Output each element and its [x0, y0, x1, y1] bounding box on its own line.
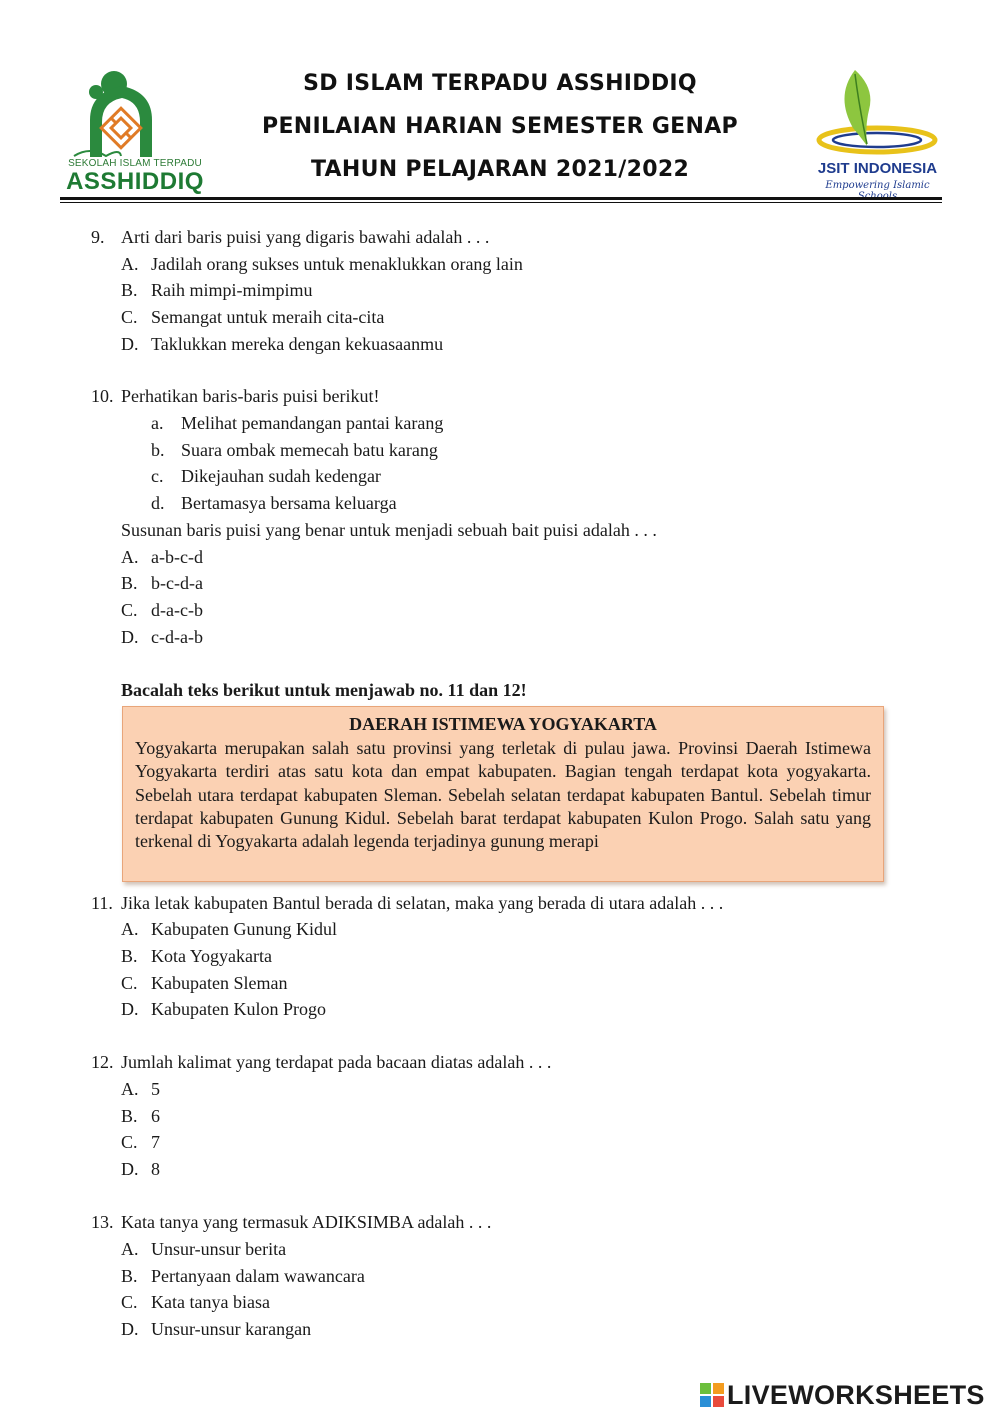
school-logo-name: ASSHIDDIQ — [66, 168, 204, 195]
option-text: Jadilah orang sukses untuk menaklukkan orang lain — [151, 254, 523, 274]
question-number: 12. — [91, 1052, 114, 1072]
option-letter: C. — [121, 600, 138, 620]
option-letter: D. — [121, 627, 139, 647]
question-prompt-text: Susunan baris puisi yang benar untuk menjadi sebuah bait puisi adalah . . . — [121, 520, 657, 540]
option-letter: B. — [121, 1266, 138, 1286]
option-letter: D. — [121, 1159, 139, 1179]
stanza-text: Suara ombak memecah batu karang — [181, 440, 438, 460]
option-letter: A. — [121, 1239, 139, 1259]
question-text: Jika letak kabupaten Bantul berada di selatan, maka yang berada di utara adalah . . . — [121, 893, 724, 913]
option-text: Semangat untuk meraih cita-cita — [151, 307, 385, 327]
reading-body: Yogyakarta merupakan salah satu provinsi yang terletak di pulau jawa. Provinsi Daerah Istimewa Yogyakarta terdiri atas satu kota dan empat kabupaten. Bagian tengah terdapat kota yogyakarta. Sebelah utara terdapat kabupaten Sleman. Sebelah selatan terdapat kabupaten Bantul. Sebelah timur terdapat kabupaten Gunung Kidul. Sebelah barat terdapat kabupaten Kulon Progo. Salah satu yang terkenal di Yogyakarta adalah legenda terjadinya gunung merapi — [135, 738, 871, 852]
option-text: b-c-d-a — [151, 573, 203, 593]
school-logo — [60, 62, 210, 194]
option-text: Kabupaten Kulon Progo — [151, 999, 326, 1019]
stanza-letter: a. — [151, 413, 164, 433]
school-logo-subtitle: SEKOLAH ISLAM TERPADU — [68, 158, 202, 169]
option-letter: C. — [121, 973, 138, 993]
option-letter: B. — [121, 1106, 138, 1126]
jsit-logo — [805, 66, 950, 198]
option-text: Kota Yogyakarta — [151, 946, 272, 966]
option-text: 5 — [151, 1079, 160, 1099]
question-text: Arti dari baris puisi yang digaris bawahi adalah . . . — [121, 227, 490, 247]
exam-title: PENILAIAN HARIAN SEMESTER GENAP — [262, 114, 738, 139]
option-letter: D. — [121, 334, 139, 354]
option-text: c-d-a-b — [151, 627, 203, 647]
watermark-text: LIVEWORKSHEETS — [727, 1380, 985, 1410]
option-text: 7 — [151, 1132, 160, 1152]
liveworksheets-logo-icon — [700, 1383, 724, 1407]
academic-year-title: TAHUN PELAJARAN 2021/2022 — [310, 157, 690, 182]
option-letter: D. — [121, 999, 139, 1019]
option-letter: C. — [121, 1292, 138, 1312]
question-text: Kata tanya yang termasuk ADIKSIMBA adalah . . . — [121, 1212, 492, 1232]
ornament-icon — [101, 108, 141, 148]
question-number: 9. — [91, 227, 105, 247]
feather-quill-icon — [805, 66, 950, 161]
option-letter: A. — [121, 919, 139, 939]
option-text: Pertanyaan dalam wawancara — [151, 1266, 365, 1286]
liveworksheets-watermark — [700, 1380, 995, 1410]
question-number: 13. — [91, 1212, 114, 1232]
option-text: 8 — [151, 1159, 160, 1179]
header-divider-thin — [60, 202, 942, 203]
stanza-text: Dikejauhan sudah kedengar — [181, 466, 381, 486]
option-letter: B. — [121, 280, 138, 300]
school-title: SD ISLAM TERPADU ASSHIDDIQ — [303, 71, 697, 96]
option-text: Kabupaten Gunung Kidul — [151, 919, 337, 939]
option-letter: A. — [121, 254, 139, 274]
option-text: Unsur-unsur karangan — [151, 1319, 312, 1339]
header-divider — [60, 197, 942, 200]
question-number: 11. — [91, 893, 113, 913]
option-letter: D. — [121, 1319, 139, 1339]
option-text: Taklukkan mereka dengan kekuasaanmu — [151, 334, 444, 354]
option-text: Kabupaten Sleman — [151, 973, 288, 993]
stanza-letter: b. — [151, 440, 165, 460]
reading-title: DAERAH ISTIMEWA YOGYAKARTA — [349, 714, 657, 734]
page-header — [0, 0, 1000, 205]
stanza-text: Melihat pemandangan pantai karang — [181, 413, 444, 433]
jsit-logo-tagline: Empowering Islamic — [825, 180, 930, 191]
header-titles — [200, 62, 800, 191]
option-text: Raih mimpi-mimpimu — [151, 280, 313, 300]
stanza-letter: d. — [151, 493, 165, 513]
option-text: Unsur-unsur berita — [151, 1239, 287, 1259]
option-letter: C. — [121, 1132, 138, 1152]
school-emblem-icon — [60, 62, 210, 162]
reading-passage-box — [122, 706, 884, 882]
option-letter: A. — [121, 547, 139, 567]
question-text: Perhatikan baris-baris puisi berikut! — [121, 386, 380, 406]
option-letter: B. — [121, 946, 138, 966]
option-text: d-a-c-b — [151, 600, 203, 620]
option-letter: B. — [121, 573, 138, 593]
stanza-text: Bertamasya bersama keluarga — [181, 493, 397, 513]
jsit-logo-name: JSIT INDONESIA — [817, 160, 938, 177]
question-number: 10. — [91, 386, 114, 406]
option-text: 6 — [151, 1106, 160, 1126]
reading-instruction-text: Bacalah teks berikut untuk menjawab no. 11 dan 12! — [121, 680, 527, 700]
option-letter: A. — [121, 1079, 139, 1099]
option-text: a-b-c-d — [151, 547, 203, 567]
question-text: Jumlah kalimat yang terdapat pada bacaan diatas adalah . . . — [121, 1052, 552, 1072]
stanza-letter: c. — [151, 466, 164, 486]
option-letter: C. — [121, 307, 138, 327]
option-text: Kata tanya biasa — [151, 1292, 270, 1312]
